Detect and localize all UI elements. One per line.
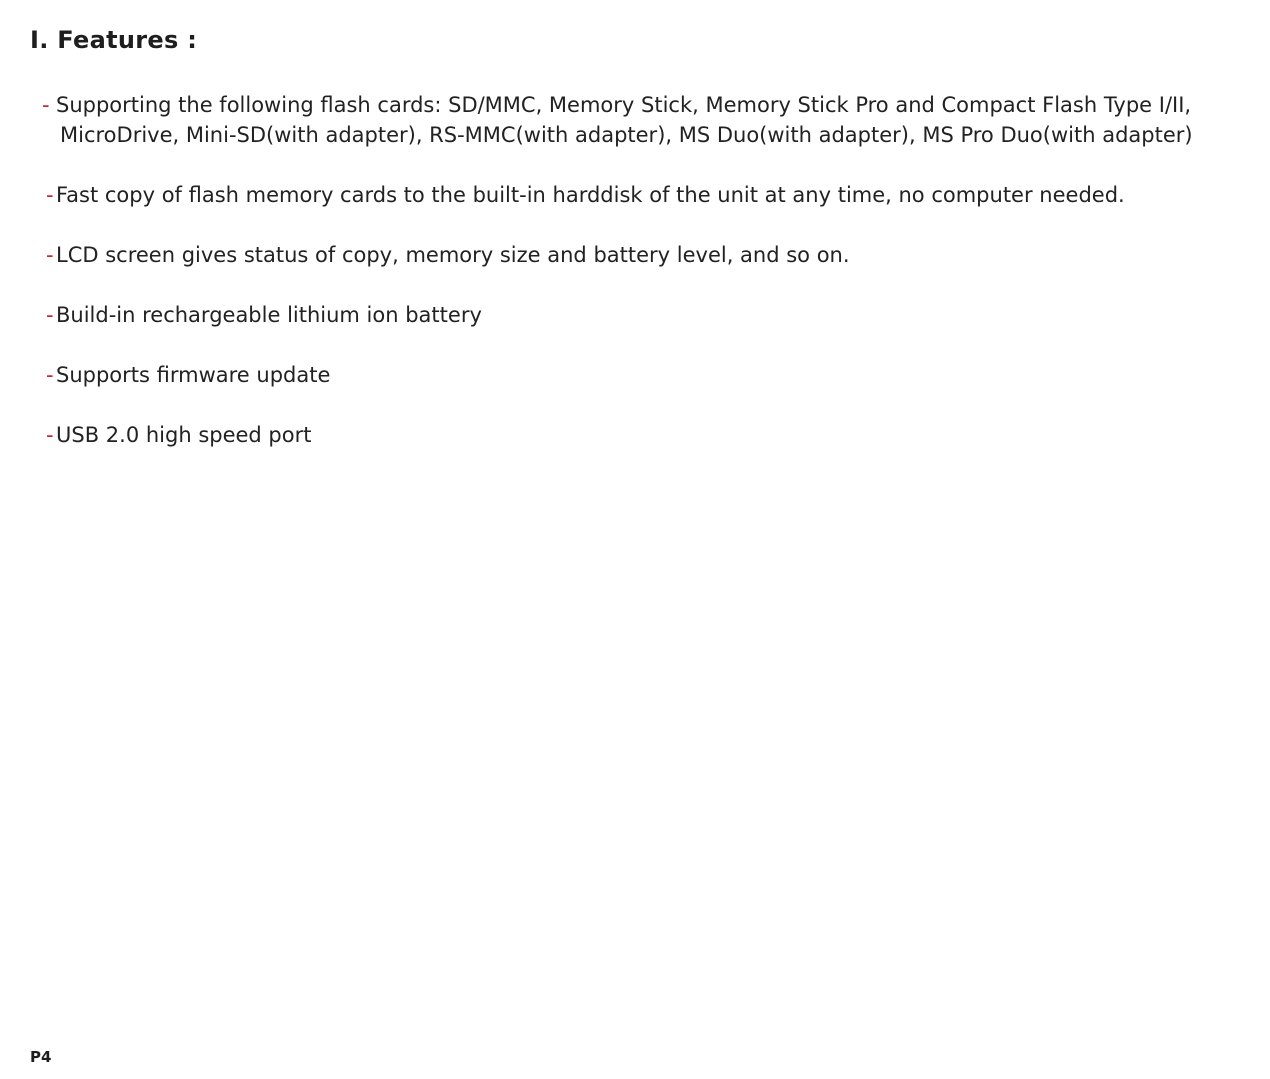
bullet-dash: -	[46, 243, 54, 267]
bullet-dash: -	[46, 183, 54, 207]
feature-item-fast-copy	[46, 180, 1251, 210]
feature-text: Supports firmware update	[56, 363, 331, 387]
bullet-dash: -	[46, 423, 54, 447]
bullet-dash: -	[46, 363, 54, 387]
feature-item-lcd-screen	[46, 240, 1251, 270]
bullet-dash: -	[42, 93, 50, 117]
feature-text: Build-in rechargeable lithium ion battery	[56, 303, 482, 327]
section-heading: I. Features :	[30, 26, 198, 54]
feature-item-firmware	[46, 360, 1251, 390]
feature-item-usb	[46, 420, 1251, 450]
feature-text: Supporting the following flash cards: SD/MMC, Memory Stick, Memory Stick Pro and Compact Flash Type I/II, MicroDrive, Mini-SD(with adapter), RS-MMC(with adapter), MS Duo(with adapter), MS Pro Duo(with adapter)	[56, 93, 1193, 147]
bullet-dash: -	[46, 303, 54, 327]
features-list	[42, 90, 1251, 480]
page-number: P4	[30, 1048, 52, 1066]
feature-text: USB 2.0 high speed port	[56, 423, 312, 447]
feature-item-supported-cards	[42, 90, 1251, 150]
feature-text: Fast copy of flash memory cards to the built-in harddisk of the unit at any time, no computer needed.	[56, 183, 1125, 207]
feature-text: LCD screen gives status of copy, memory size and battery level, and so on.	[56, 243, 850, 267]
feature-item-battery	[46, 300, 1251, 330]
